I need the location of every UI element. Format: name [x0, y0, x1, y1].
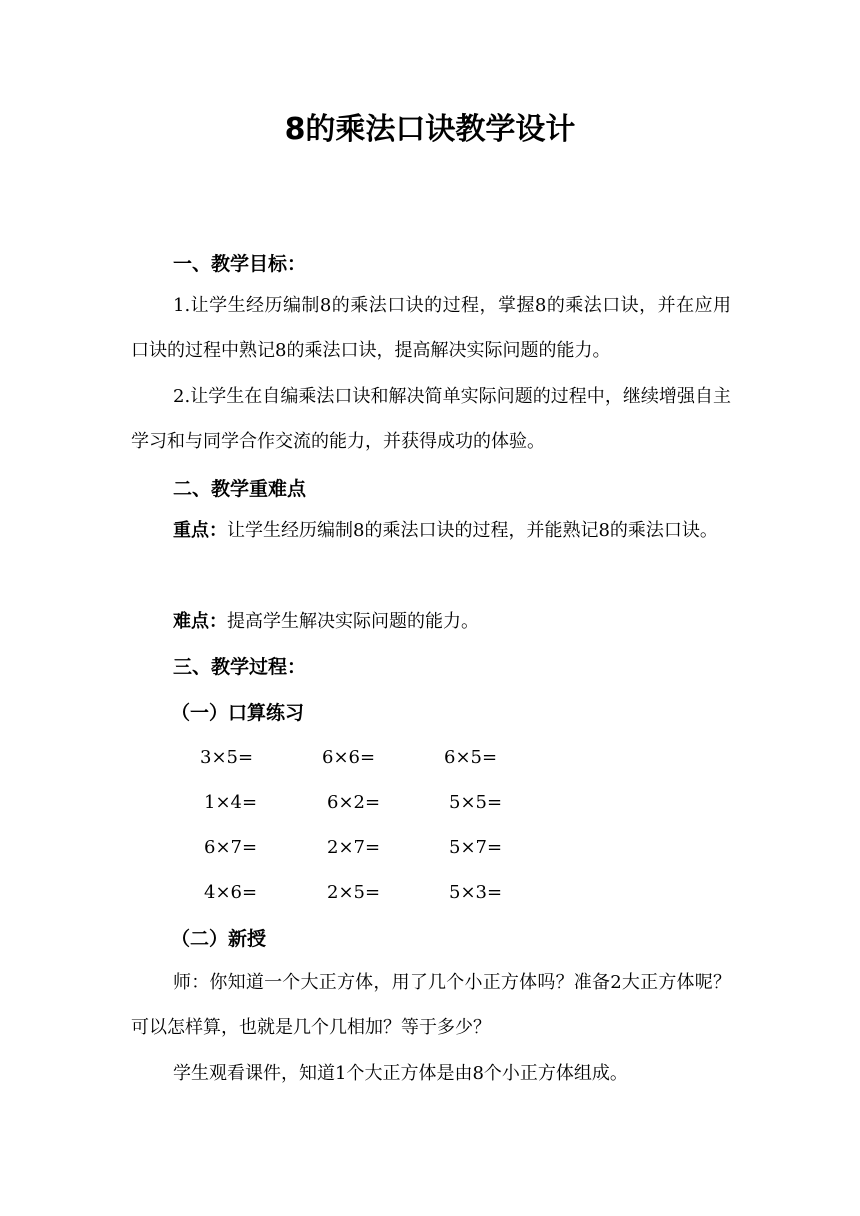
calc-item: 6×6=: [322, 747, 376, 768]
subsection-mental-math: （一）口算练习: [171, 702, 305, 724]
page-title: 8的乘法口诀教学设计: [284, 112, 576, 147]
teacher-question: 师：你知道一个大正方体，用了几个小正方体吗？准备2大正方体呢？可以怎样算，也就是几个几相加？等于多少？: [131, 972, 731, 1038]
calc-item: 2×5=: [327, 882, 381, 903]
student-activity: 学生观看课件，知道1个大正方体是由8个小正方体组成。: [173, 1063, 628, 1084]
calc-item: 1×4=: [204, 792, 258, 813]
key-point-label: 重点：: [173, 520, 227, 541]
calc-item: 6×7=: [204, 837, 258, 858]
section-heading-objectives: 一、教学目标：: [173, 253, 307, 275]
calc-item: 2×7=: [327, 837, 381, 858]
calc-item: 6×2=: [327, 792, 381, 813]
key-point: [131, 508, 731, 553]
calc-item: 5×5=: [449, 792, 503, 813]
section-heading-keypoints: 二、教学重难点: [173, 478, 307, 500]
calc-item: 4×6=: [204, 882, 258, 903]
objective-1: 1.让学生经历编制8的乘法口诀的过程，掌握8的乘法口诀，并在应用口诀的过程中熟记8的乘法口诀，提高解决实际问题的能力。: [131, 295, 731, 361]
objective-2: 2.让学生在自编乘法口诀和解决简单实际问题的过程中，继续增强自主学习和与同学合作交流的能力，并获得成功的体验。: [131, 386, 731, 452]
difficult-point-text: 提高学生解决实际问题的能力。: [227, 611, 479, 632]
difficult-point-label: 难点：: [173, 611, 227, 632]
subsection-new-lesson: （二）新授: [171, 928, 267, 950]
section-heading-process: 三、教学过程：: [173, 656, 307, 678]
calc-item: 5×7=: [449, 837, 503, 858]
key-point-text: 让学生经历编制8的乘法口诀的过程，并能熟记8的乘法口诀。: [227, 520, 718, 541]
calc-item: 5×3=: [449, 882, 503, 903]
calc-item: 6×5=: [444, 747, 498, 768]
calc-item: 3×5=: [200, 747, 254, 768]
difficult-point: [131, 599, 731, 644]
